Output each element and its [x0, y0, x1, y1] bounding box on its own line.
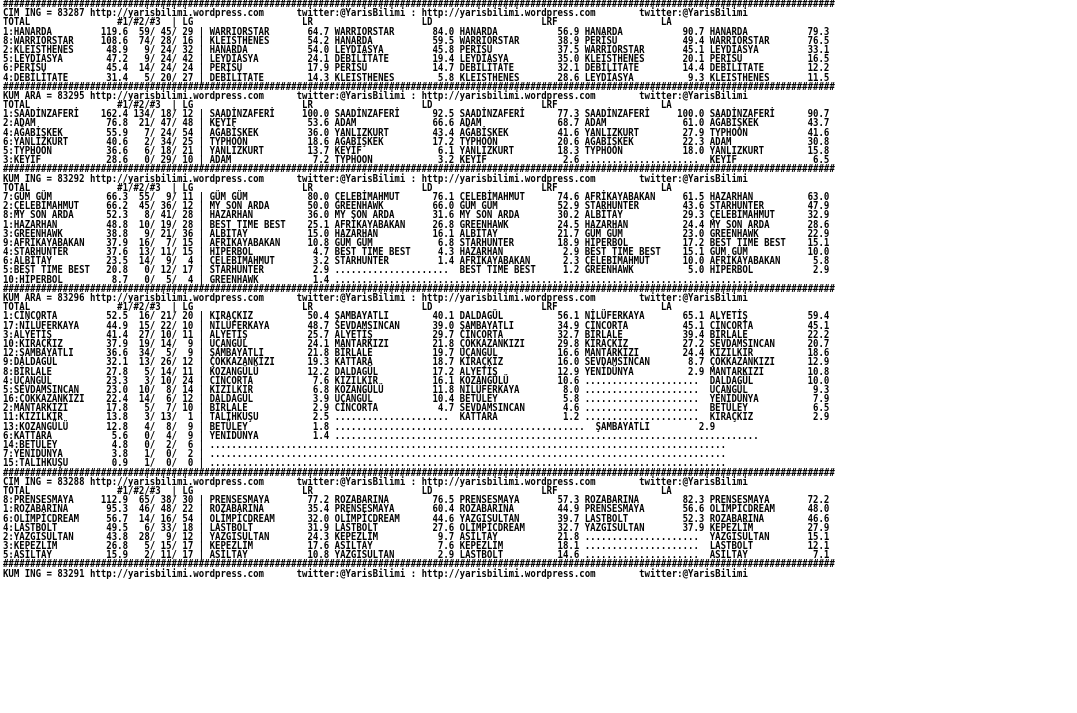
separator-line: ######################################################################################################################################################### — [3, 0, 835, 10]
separator-line: ######################################################################################################################################################### — [3, 163, 835, 176]
data-row: 6:ALBİTAY 23.5 14/ 9/ 4 | ÇELEBİMAHMUT 3.2 STARHUNTER 1.4 AFRİKAYABAKAN 2.3 ÇELEBİMAHMUT 10.0 AFRİKAYABAKAN 5.8 — [3, 255, 830, 268]
data-row: 9:AFRİKAYABAKAN 37.9 16/ 7/ 15 | AFRİKAYABAKAN 10.8 GÜM GÜM 6.8 STARHUNTER 18.9 HİPERBOL 17.2 BEST TIME BEST 15.1 — [3, 236, 830, 249]
data-row: 5:BEST TIME BEST 20.8 0/ 12/ 17 | STARHUNTER 2.9 ..................... BEST TIME BEST 1.2 GREENHAWK 5.0 HİPERBOL 2.9 — [3, 264, 830, 277]
data-row: 15:TALİHKUŞU 0.9 1/ 0/ 0 | ............................................................................................... — [3, 457, 727, 470]
data-row: 1:HAZARHAN 48.8 10/ 19/ 28 | BEST TIME BEST 25.1 AFRİKAYABAKAN 26.8 GREENHAWK 24.5 HAZARHAN 24.4 MY SON ARDA 28.6 — [3, 218, 830, 231]
race-header-line: KUM ARA = 83295 http://yarisbilimi.wordpress.com twitter:@YarisBilimi : http://yarisbilimi.wordpress.com twitter:@YarisBilimi — [3, 89, 748, 102]
data-row: 8:PRENSESMAYA 112.9 65/ 38/ 30 | PRENSESMAYA 77.2 ROZABARINA 76.5 PRENSESMAYA 57.3 ROZABARINA 82.3 PRENSESMAYA 72.2 — [3, 494, 830, 507]
column-header-line: TOTAL #1/#2/#3 | LG LR LD LRF LA — [3, 16, 672, 29]
race-header-line: KUM ING = 83291 http://yarisbilimi.wordpress.com twitter:@YarisBilimi : http://yarisbilimi.wordpress.com twitter:@YarisBilimi — [3, 567, 748, 580]
data-row: 2:YAZGISULTAN 43.8 28/ 9/ 12 | YAZGISULTAN 24.3 KEPEZLİM 9.7 ASİLTAY 21.8 ..................... YAZGISULTAN 15.1 — [3, 530, 830, 543]
data-row: 1:HANARDA 119.6 59/ 45/ 29 | WARRIORSTAR 64.7 WARRIORSTAR 84.0 HANARDA 56.9 HANARDA 90.7 HANARDA 79.3 — [3, 25, 830, 38]
race-header-line: KUM ING = 83292 http://yarisbilimi.wordpress.com twitter:@YarisBilimi : http://yarisbilimi.wordpress.com twitter:@YarisBilimi — [3, 172, 748, 185]
data-row: 1:CİNCORTA 52.5 16/ 21/ 20 | KIRAÇKIZ 50.4 ŞAMBAYATLI 40.1 DALDAGÜL 56.1 NİLÜFERKAYA 65.1 ALYETİŞ 59.4 — [3, 310, 830, 323]
data-row: 7:GÜM GÜM 66.3 55/ 9/ 11 | GÜM GÜM 80.0 ÇELEBİMAHMUT 76.1 ÇELEBİMAHMUT 74.6 AFRİKAYABAKAN 61.5 HAZARHAN 63.0 — [3, 190, 830, 203]
data-row: 1:SAADİNZAFERİ 162.4 134/ 18/ 12 | SAADİNZAFERİ 100.0 SAADİNZAFERİ 92.5 SAADİNZAFERİ 77.3 SAADİNZAFERİ 100.0 SAADİNZAFERİ 90.7 — [3, 108, 830, 121]
data-row: 16:ÇOKKAZANKIZI 22.4 14/ 6/ 12 | DALDAGÜL 3.9 UÇANGÜL 10.4 BETÜLEY 5.8 ..................... YENİDÜNYA 7.9 — [3, 393, 830, 406]
data-row: 3:GREENHAWK 38.8 9/ 21/ 36 | ALBİTAY 15.0 HAZARHAN 16.1 ALBİTAY 21.7 GÜM GÜM 23.0 GREENHAWK 22.9 — [3, 227, 830, 240]
column-header-line: TOTAL #1/#2/#3 | LG LR LD LRF LA — [3, 484, 672, 497]
data-row: 12:ŞAMBAYATLI 36.6 34/ 5/ 9 | ŞAMBAYATLI 21.8 BİRLALE 19.7 UÇANGÜL 16.6 MANTARKIZI 24.4 KIZILKIR 18.6 — [3, 347, 830, 360]
data-row: 6:PERİSU 45.4 14/ 24/ 24 | PERİSU 17.9 PERİSU 14.7 DEBİLİTATE 32.1 DEBİLİTATE 14.4 DEBİLİTATE 12.2 — [3, 62, 830, 75]
data-row: 2:ÇELEBİMAHMUT 66.2 45/ 36/ 12 | MY SON ARDA 50.0 GREENHAWK 66.0 GÜM GÜM 52.9 STARHUNTER 43.6 STARHUNTER 47.9 — [3, 200, 830, 213]
data-row: 17:NİLÜFERKAYA 44.9 15/ 22/ 10 | NİLÜFERKAYA 48.7 SEVDAMSINCAN 39.0 ŞAMBAYATLI 34.9 CİNCORTA 45.1 CİNCORTA 45.1 — [3, 319, 830, 332]
data-row: 6:YANLIZKURT 40.6 2/ 34/ 25 | TYPHOON 18.6 AĞABİŞKEK 17.2 TYPHOON 20.6 AĞABİŞKEK 22.3 ADAM 30.8 — [3, 135, 830, 148]
data-row: 5:ASİLTAY 15.9 2/ 11/ 17 | ASİLTAY 10.8 YAZGISULTAN 2.9 LASTBOLT 14.6 ..................... ASİLTAY 7.1 — [3, 549, 830, 562]
separator-line: ######################################################################################################################################################### — [3, 558, 835, 571]
data-row: 7:YENİDÜNYA 3.8 1/ 0/ 2 | ............................................................................................... — [3, 448, 727, 461]
data-row: 5:TYPHOON 36.6 6/ 18/ 21 | YANLIZKURT 13.7 KEYİF 6.1 YANLIZKURT 18.3 TYPHOON 18.0 YANLIZKURT 15.8 — [3, 145, 830, 157]
race-header-line: CIM ING = 83288 http://yarisbilimi.wordpress.com twitter:@YarisBilimi : http://yarisbilimi.wordpress.com twitter:@YarisBilimi — [3, 475, 748, 488]
data-row: 3:KEPEZLİM 26.8 5/ 15/ 17 | KEPEZLİM 17.6 ASİLTAY 7.6 KEPEZLİM 18.1 ..................... LASTBOLT 12.1 — [3, 540, 830, 553]
data-row: 10:KIRAÇKIZ 37.9 19/ 14/ 9 | UÇANGÜL 24.1 MANTARKIZI 21.8 ÇOKKAZANKIZI 29.8 KIRAÇKIZ 27.2 SEVDAMSINCAN 20.7 — [3, 337, 830, 350]
race-header-line: CIM ING = 83287 http://yarisbilimi.wordpress.com twitter:@YarisBilimi : http://yarisbilimi.wordpress.com twitter:@YarisBilimi — [3, 7, 748, 20]
data-row: 4:LASTBOLT 49.5 6/ 33/ 18 | LASTBOLT 31.9 LASTBOLT 27.6 OLİMPİCDREAM 32.7 YAZGISULTAN 37.9 KEPEZLİM 27.9 — [3, 521, 830, 534]
separator-line: ######################################################################################################################################################### — [3, 466, 835, 479]
data-row: 4:AĞABİŞKEK 55.9 7/ 24/ 54 | AĞABİŞKEK 36.0 YANLIZKURT 43.4 AĞABİŞKEK 41.6 YANLIZKURT 27.9 TYPHOON 41.6 — [3, 126, 830, 139]
data-row: 6:OLİMPİCDREAM 56.7 14/ 16/ 54 | OLİMPİCDREAM 32.0 OLİMPİCDREAM 44.6 YAZGISULTAN 39.7 LASTBOLT 52.3 ROZABARINA 46.6 — [3, 512, 830, 525]
data-row: 4:UÇANGÜL 23.3 3/ 10/ 24 | CİNCORTA 7.6 KIZILKIR 16.1 KOZANGÜLÜ 10.6 ..................... DALDAGÜL 10.0 — [3, 374, 830, 387]
data-row: 10:HİPERBOL 8.7 0/ 5/ 4 | GREENHAWK 1.4 .............................................................................. — [3, 273, 759, 286]
separator-line: ######################################################################################################################################################### — [3, 80, 835, 93]
data-row: 2:KLEISTHENES 48.9 9/ 24/ 32 | HANARDA 54.0 LEYDİASYA 45.8 PERİSU 37.5 WARRIORSTAR 45.1 LEYDİASYA 33.1 — [3, 43, 830, 56]
data-row: 14:BETÜLEY 4.8 0/ 2/ 6 | ............................................................................................... — [3, 439, 727, 451]
data-row: 1:ROZABARINA 95.3 46/ 48/ 22 | ROZABARINA 35.4 PRENSESMAYA 60.4 ROZABARINA 44.9 PRENSESMAYA 56.6 OLİMPİCDREAM 48.0 — [3, 503, 830, 516]
data-row: 9:DALDAGÜL 32.1 13/ 26/ 12 | ÇOKKAZANKIZI 19.3 KATTARA 18.7 KIRAÇKIZ 16.0 SEVDAMSINCAN 8.7 ÇOKKAZANKIZI 12.9 — [3, 356, 830, 369]
column-header-line: TOTAL #1/#2/#3 | LG LR LD LRF LA — [3, 99, 672, 112]
data-row: 5:LEYDİASYA 47.2 9/ 24/ 42 | LEYDİASYA 24.1 DEBİLİTATE 19.4 LEYDİASYA 35.0 KLEISTHENES 20.1 PERİSU 16.5 — [3, 53, 830, 66]
data-row: 2:ADAM 76.8 21/ 47/ 48 | KEYİF 53.6 ADAM 66.6 ADAM 68.7 ADAM 61.0 AĞABİŞKEK 43.7 — [3, 117, 830, 130]
data-row: 4:DEBİLİTATE 31.4 5/ 20/ 27 | DEBİLİTATE 14.3 KLEISTHENES 5.8 KLEISTHENES 28.6 LEYDİASYA 9.3 KLEISTHENES 11.5 — [3, 71, 830, 84]
separator-line: ######################################################################################################################################################### — [3, 282, 835, 295]
data-row: 3:KEYİF 28.6 0/ 29/ 10 | ADAM 7.2 TYPHOON 3.2 KEYİF 2.6 ..................... KEYİF 6.5 — [3, 154, 830, 167]
data-row: 8:WARRIORSTAR 108.6 74/ 28/ 16 | KLEISTHENES 54.2 HANARDA 59.5 WARRIORSTAR 38.9 PERİSU 49.4 WARRIORSTAR 76.5 — [3, 34, 830, 47]
data-row: 2:MANTARKIZI 17.8 5/ 7/ 10 | BİRLALE 2.9 CİNCORTA 4.7 SEVDAMSINCAN 4.6 ..................... BETÜLEY 6.5 — [3, 402, 830, 415]
data-row: 8:BİRLALE 27.8 5/ 14/ 11 | KOZANGÜLÜ 12.2 DALDAGÜL 17.2 ALYETİŞ 12.9 YENİDÜNYA 2.9 MANTARKIZI 10.8 — [3, 365, 830, 378]
data-row: 8:MY SON ARDA 52.3 8/ 41/ 28 | HAZARHAN 36.0 MY SON ARDA 31.6 MY SON ARDA 30.2 ALBİTAY 29.3 ÇELEBİMAHMUT 32.9 — [3, 209, 830, 222]
data-row: 3:ALYETİŞ 41.4 27/ 10/ 11 | ALYETİŞ 25.7 ALYETİŞ 29.7 CİNCORTA 32.7 BİRLALE 39.4 BİRLALE 22.2 — [3, 328, 830, 341]
column-header-line: TOTAL #1/#2/#3 | LG LR LD LRF LA — [3, 181, 672, 194]
data-row: 11:KIZILKIR 13.8 3/ 13/ 1 | TALİHKUŞU 2.5 ..................... KATTARA 1.2 ..................... KIRAÇKIZ 2.9 — [3, 411, 830, 424]
column-header-line: TOTAL #1/#2/#3 | LG LR LD LRF LA — [3, 301, 672, 314]
race-header-line: KUM ARA = 83296 http://yarisbilimi.wordpress.com twitter:@YarisBilimi : http://yarisbilimi.wordpress.com twitter:@YarisBilimi — [3, 292, 748, 304]
data-row: 13:KOZANGÜLÜ 12.8 4/ 8/ 9 | BETÜLEY 1.8 .............................................. ŞAMBAYATLI 2.9 — [3, 420, 716, 433]
data-row: 6:KATTARA 5.6 0/ 4/ 9 | YENİDÜNYA 1.4 .............................................................................. — [3, 429, 759, 442]
data-row: 5:SEVDAMSINCAN 23.0 10/ 8/ 14 | KIZILKIR 6.8 KOZANGÜLÜ 11.8 NİLÜFERKAYA 8.0 ..................... UÇANGÜL 9.3 — [3, 383, 830, 396]
data-row: 4:STARHUNTER 37.6 13/ 11/ 15 | HİPERBOL 4.7 BEST TIME BEST 4.3 HAZARHAN 2.9 BEST TIME BEST 15.1 GÜM GÜM 10.0 — [3, 246, 830, 259]
